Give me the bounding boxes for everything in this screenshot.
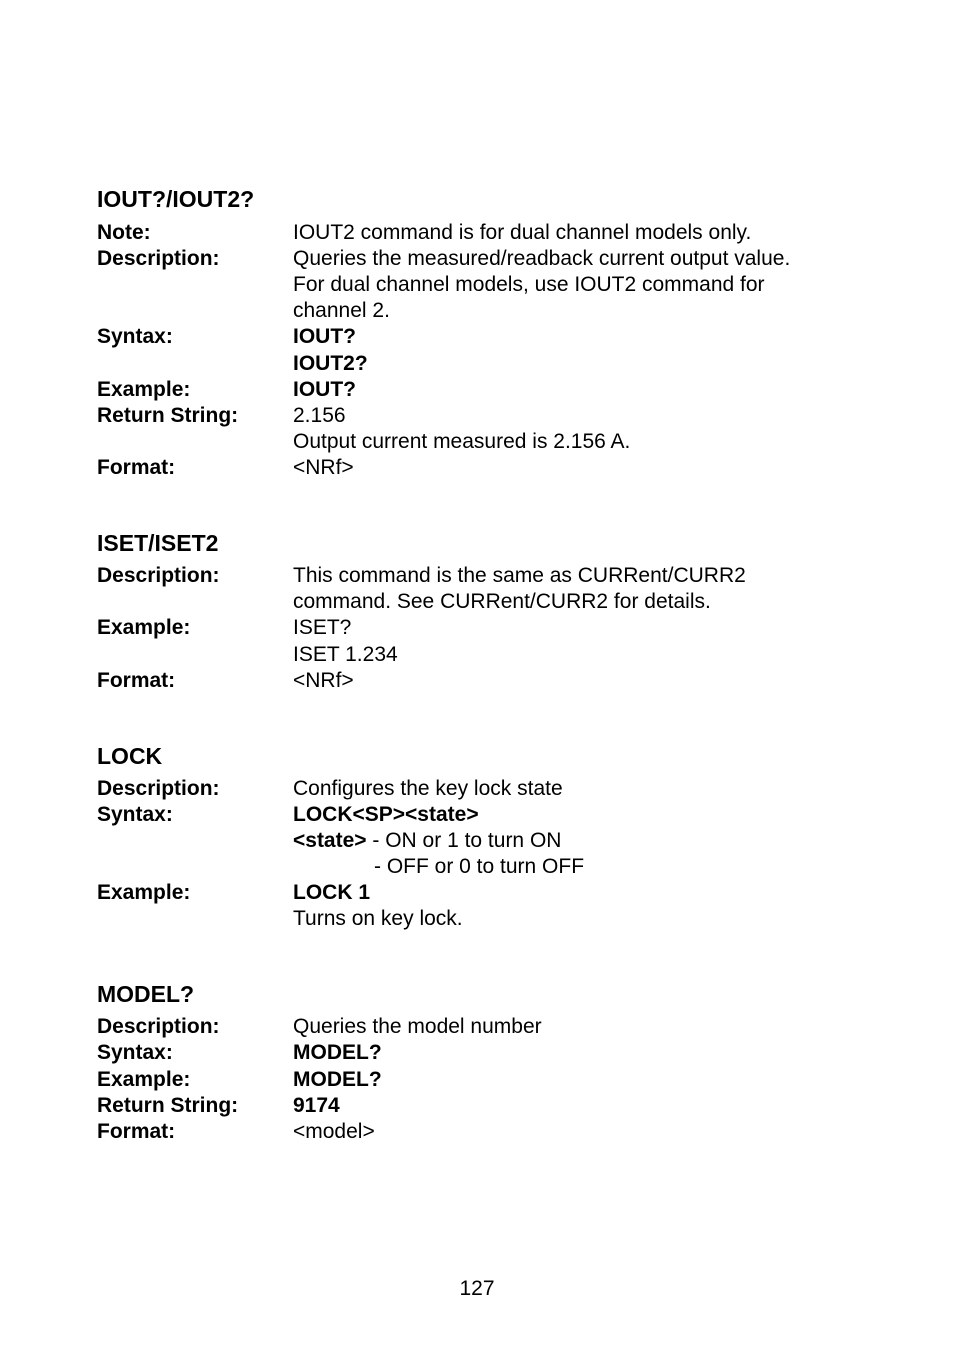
syntax-command-2: IOUT2? xyxy=(293,352,368,375)
note-label: Note: xyxy=(97,221,151,244)
state-off-text: - OFF or 0 to turn OFF xyxy=(374,855,585,878)
return-string-label: Return String: xyxy=(97,1094,239,1117)
example-label: Example: xyxy=(97,378,191,401)
description-line-2: command. See CURRent/CURR2 for details. xyxy=(293,590,711,613)
syntax-label: Syntax: xyxy=(97,325,173,348)
example-label: Example: xyxy=(97,881,191,904)
format-value: <model> xyxy=(293,1120,375,1143)
return-value: 2.156 xyxy=(293,404,346,427)
description-line-1: Queries the measured/readback current output value. xyxy=(293,247,791,270)
format-label: Format: xyxy=(97,456,176,479)
note-text: IOUT2 command is for dual channel models only. xyxy=(293,221,752,244)
return-explanation: Output current measured is 2.156 A. xyxy=(293,430,631,453)
example-query: ISET? xyxy=(293,616,352,639)
description-line-3: channel 2. xyxy=(293,299,390,322)
example-label: Example: xyxy=(97,616,191,639)
model-heading: MODEL? xyxy=(97,981,195,1007)
state-on-text: - ON or 1 to turn ON xyxy=(366,829,562,852)
description-text: Queries the model number xyxy=(293,1015,542,1038)
example-note: Turns on key lock. xyxy=(293,907,463,930)
format-value: <NRf> xyxy=(293,456,354,479)
example-command: MODEL? xyxy=(293,1068,382,1091)
syntax-command: MODEL? xyxy=(293,1041,382,1064)
return-value: 9174 xyxy=(293,1094,340,1117)
description-label: Description: xyxy=(97,777,220,800)
format-value: <NRf> xyxy=(293,669,354,692)
syntax-label: Syntax: xyxy=(97,803,173,826)
description-line-2: For dual channel models, use IOUT2 command for xyxy=(293,273,765,296)
state-on-line xyxy=(293,828,561,854)
description-text: Configures the key lock state xyxy=(293,777,563,800)
example-label: Example: xyxy=(97,1068,191,1091)
lock-heading: LOCK xyxy=(97,743,163,769)
syntax-command: LOCK<SP><state> xyxy=(293,803,479,826)
format-label: Format: xyxy=(97,669,176,692)
example-command: IOUT? xyxy=(293,378,356,401)
format-label: Format: xyxy=(97,1120,176,1143)
description-label: Description: xyxy=(97,247,220,270)
description-line-1: This command is the same as CURRent/CURR2 xyxy=(293,564,746,587)
description-label: Description: xyxy=(97,1015,220,1038)
example-command: LOCK 1 xyxy=(293,881,371,904)
example-set: ISET 1.234 xyxy=(293,643,398,666)
syntax-command-1: IOUT? xyxy=(293,325,356,348)
description-label: Description: xyxy=(97,564,220,587)
return-string-label: Return String: xyxy=(97,404,239,427)
page-number: 127 xyxy=(459,1277,495,1300)
syntax-label: Syntax: xyxy=(97,1041,173,1064)
state-param: <state> xyxy=(293,829,367,852)
iout-heading: IOUT?/IOUT2? xyxy=(97,186,255,212)
iset-heading: ISET/ISET2 xyxy=(97,530,219,556)
